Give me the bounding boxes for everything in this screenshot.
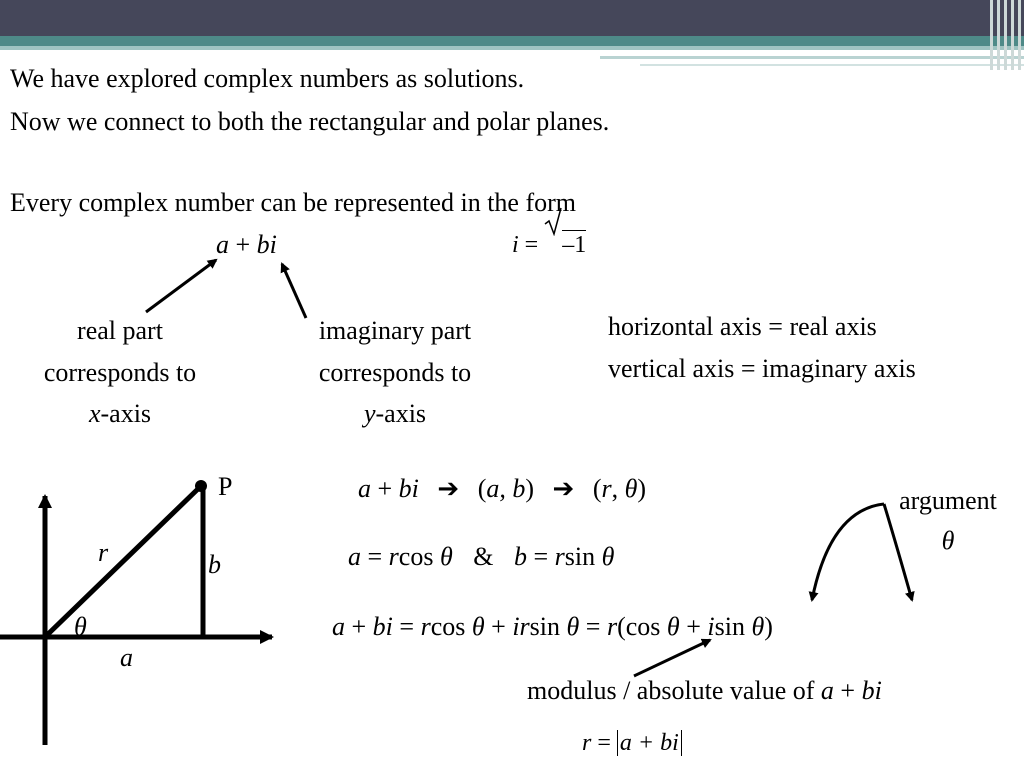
real-part-arrow [146,260,216,312]
real-part-line-3: x-axis [88,399,152,428]
real-part-line-2: corresponds to [43,358,197,387]
intro-line-2: Now we connect to both the rectangular and polar planes. [10,107,610,136]
components-line: a = rcos θ & b = rsin θ [348,542,615,571]
imag-part-line-3: y-axis [363,399,427,428]
horizontal-axis-text: horizontal axis = real axis [608,312,877,341]
form-sentence: Every complex number can be represented in the form [10,188,576,217]
r-label: r [98,538,109,567]
b-label: b [208,550,221,579]
point-p [195,480,207,492]
modulus-formula: r = a + bi [582,728,682,758]
i-definition: i = –1 [512,230,586,260]
arrow-right-icon: ➔ [437,474,460,504]
argument-theta: θ [941,526,955,555]
polar-form-line: a + bi = rcos θ + irsin θ = r(cos θ + isin θ) [332,612,773,641]
point-p-label: P [218,472,233,501]
a-label: a [120,643,133,672]
real-part-line-1: real part [77,316,163,345]
imag-part-line-2: corresponds to [318,358,472,387]
radius-line [45,486,201,637]
intro-line-1: We have explored complex numbers as solutions. [10,64,525,93]
argument-label: argument [899,486,997,515]
conversion-line: a + bi ➔ (a, b) ➔ (r, θ) [358,474,647,504]
theta-label: θ [74,612,87,641]
imag-part-line-1: imaginary part [318,316,472,345]
form-expression: a + bi [216,230,277,259]
argument-arrow-left [812,504,884,600]
imag-part-arrow [282,264,306,318]
modulus-arrow [634,640,710,676]
arrow-right-icon: ➔ [552,474,575,504]
modulus-label: modulus / absolute value of a + bi [527,676,882,705]
vertical-axis-text: vertical axis = imaginary axis [608,354,916,383]
